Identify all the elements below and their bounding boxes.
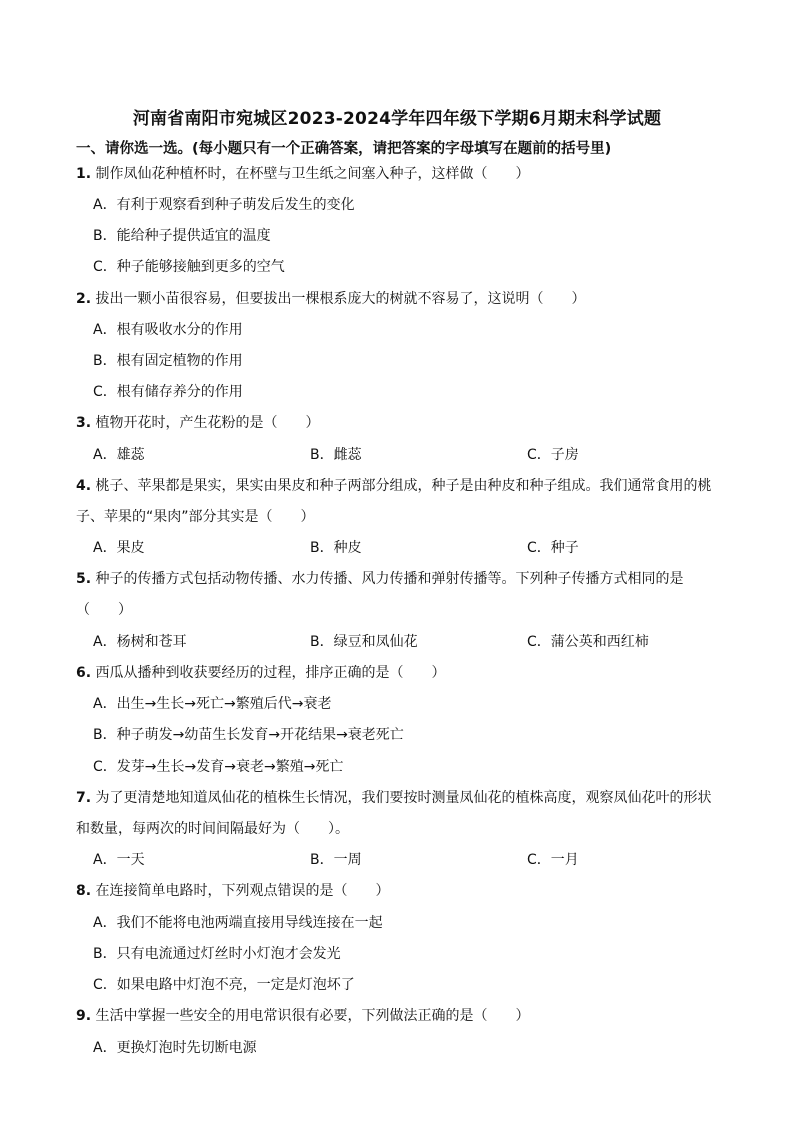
option-4c: C．种子 [527, 540, 579, 556]
option-2b: B．根有固定植物的作用 [93, 353, 243, 369]
option-5a: A．杨树和苍耳 [93, 634, 187, 650]
question-text: 植物开花时，产生花粉的是（ ） [95, 415, 320, 431]
option-8a: A．我们不能将电池两端直接用导线连接在一起 [93, 915, 383, 931]
option-7a: A．一天 [93, 852, 145, 868]
exam-title: 河南省南阳市宛城区2023-2024学年四年级下学期6月期末科学试题 [132, 109, 662, 129]
question-4-continued: 子、苹果的“果肉”部分其实是（ ） [76, 509, 315, 525]
question-text: 西瓜从播种到收获要经历的过程，排序正确的是（ ） [95, 665, 446, 681]
question-5-continued: （ ） [76, 602, 132, 618]
question-text: 拔出一颗小苗很容易，但要拔出一棵根系庞大的树就不容易了，这说明（ ） [95, 291, 586, 307]
option-1b: B．能给种子提供适宜的温度 [93, 228, 271, 244]
question-7 [76, 788, 712, 808]
question-5 [76, 569, 684, 589]
option-4b: B．种皮 [310, 540, 362, 556]
question-9 [76, 1006, 530, 1026]
question-number: 7. [76, 790, 92, 806]
question-7-continued: 和数量，每两次的时间间隔最好为（ ）。 [76, 821, 349, 837]
option-9a: A．更换灯泡时先切断电源 [93, 1040, 257, 1056]
option-4a: A．果皮 [93, 540, 145, 556]
question-6 [76, 663, 446, 683]
question-text: 桃子、苹果都是果实，果实由果皮和种子两部分组成，种子是由种皮和种子组成。我们通常食用的桃 [95, 478, 712, 494]
option-5b: B．绿豆和凤仙花 [310, 634, 418, 650]
question-number: 8. [76, 883, 92, 899]
question-number: 6. [76, 665, 92, 681]
question-text: 生活中掌握一些安全的用电常识很有必要，下列做法正确的是（ ） [95, 1008, 530, 1024]
option-6b: B．种子萌发→幼苗生长发育→开花结果→衰老死亡 [93, 727, 404, 743]
question-3 [76, 413, 320, 433]
question-text: 种子的传播方式包括动物传播、水力传播、风力传播和弹射传播等。下列种子传播方式相同的是 [95, 571, 684, 587]
question-text: 在连接简单电路时，下列观点错误的是（ ） [95, 883, 390, 899]
option-6c: C．发芽→生长→发育→衰老→繁殖→死亡 [93, 759, 344, 775]
option-7b: B．一周 [310, 852, 362, 868]
option-6a: A．出生→生长→死亡→繁殖后代→衰老 [93, 696, 332, 712]
option-3b: B．雌蕊 [310, 447, 362, 463]
option-7c: C．一月 [527, 852, 579, 868]
question-2 [76, 289, 586, 309]
option-3a: A．雄蕊 [93, 447, 145, 463]
question-number: 2. [76, 291, 92, 307]
question-number: 5. [76, 571, 92, 587]
question-number: 4. [76, 478, 92, 494]
option-1a: A．有利于观察看到种子萌发后发生的变化 [93, 197, 355, 213]
option-5c: C．蒲公英和西红柿 [527, 634, 649, 650]
section-heading: 一、请你选一选。(每小题只有一个正确答案，请把答案的字母填写在题前的括号里) [76, 141, 612, 157]
question-4 [76, 476, 712, 496]
question-1 [76, 164, 530, 184]
question-text: 为了更清楚地知道凤仙花的植株生长情况，我们要按时测量凤仙花的植株高度，观察凤仙花叶的形状 [95, 790, 712, 806]
option-2c: C．根有储存养分的作用 [93, 384, 243, 400]
question-8 [76, 881, 390, 901]
option-3c: C．子房 [527, 447, 579, 463]
question-text: 制作凤仙花种植杯时，在杯壁与卫生纸之间塞入种子，这样做（ ） [95, 166, 530, 182]
option-2a: A．根有吸收水分的作用 [93, 322, 243, 338]
option-8b: B．只有电流通过灯丝时小灯泡才会发光 [93, 946, 341, 962]
option-1c: C．种子能够接触到更多的空气 [93, 259, 285, 275]
question-number: 3. [76, 415, 92, 431]
question-number: 1. [76, 166, 92, 182]
question-number: 9. [76, 1008, 92, 1024]
option-8c: C．如果电路中灯泡不亮，一定是灯泡坏了 [93, 977, 355, 993]
